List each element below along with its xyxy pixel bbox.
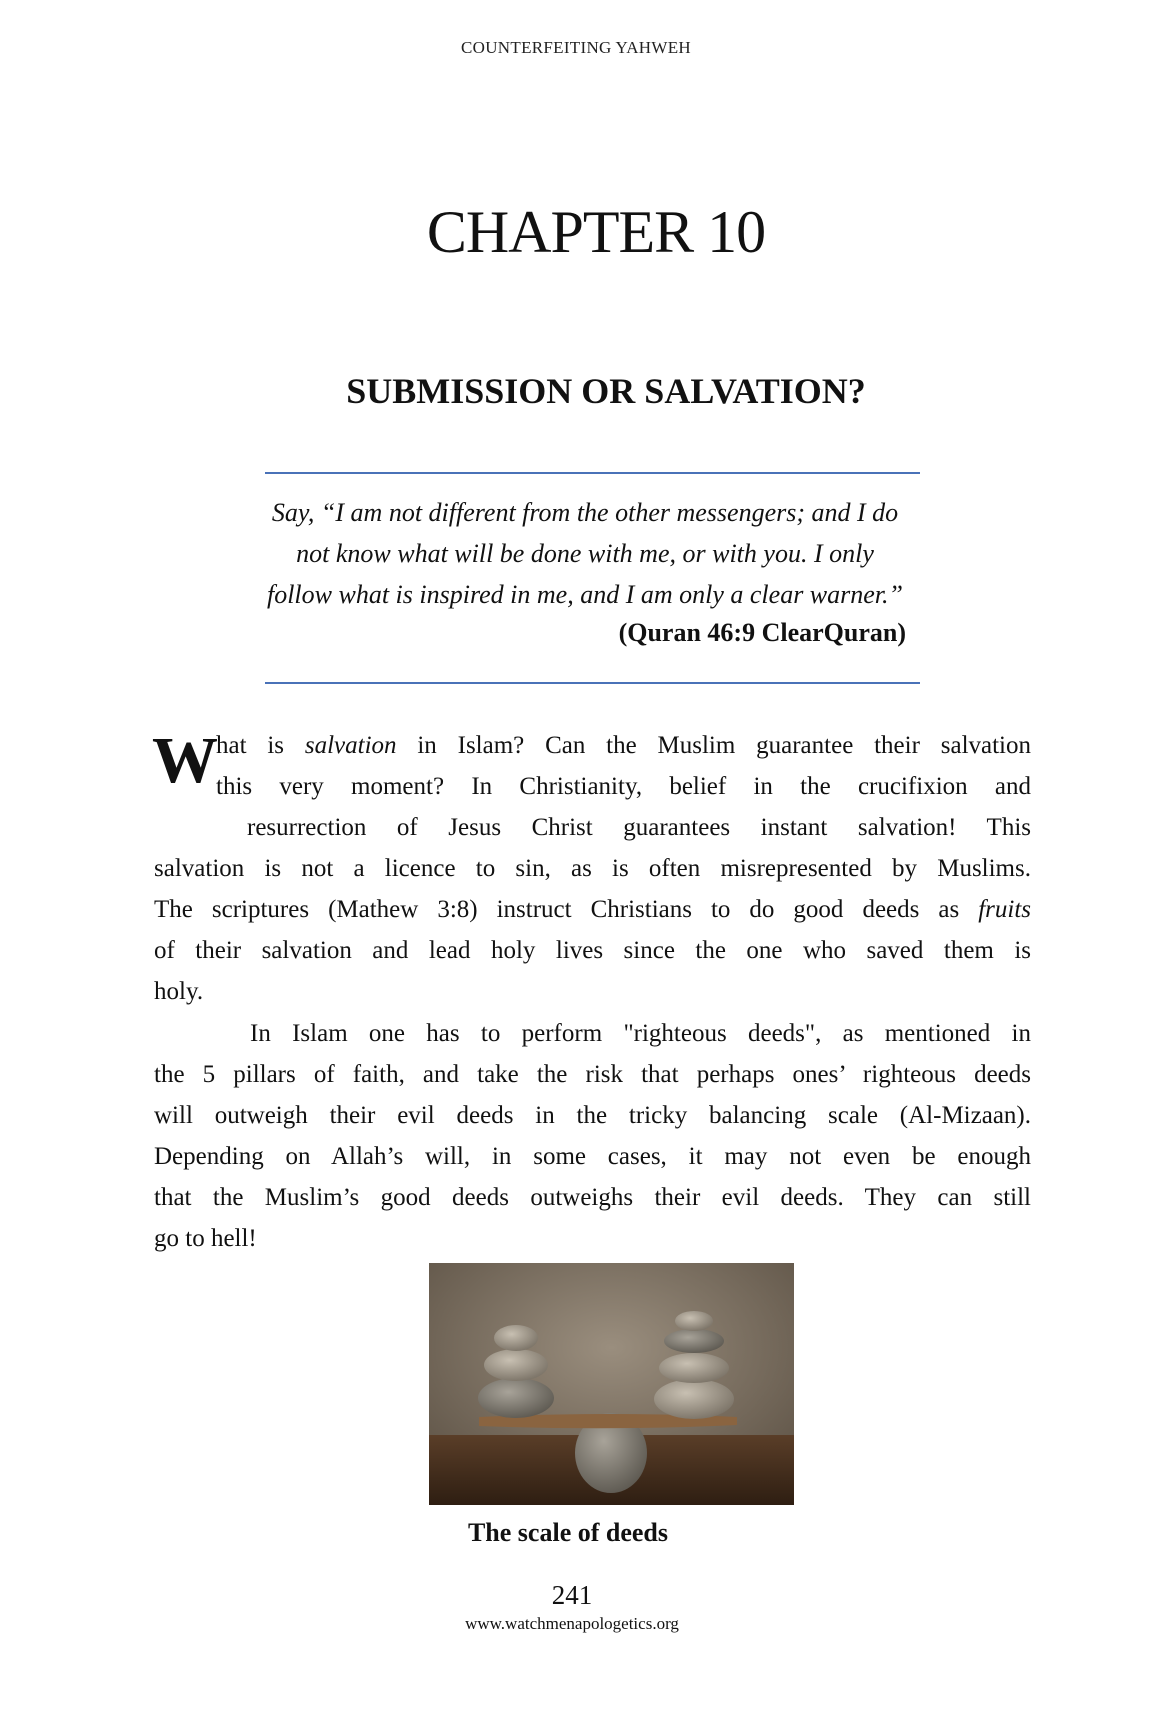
text: in Islam? Can the Muslim guarantee their salvation bbox=[396, 732, 1032, 759]
body-line bbox=[154, 895, 1031, 925]
body-line: salvation is not a licence to sin, as is often misrepresented by Muslims. bbox=[154, 855, 1031, 882]
body-line: Depending on Allah’s will, in some cases, it may not even be enough bbox=[154, 1143, 1031, 1170]
figure-caption: The scale of deeds bbox=[467, 1518, 669, 1547]
balancing-stones-image bbox=[429, 1263, 794, 1505]
epigraph-top-rule bbox=[265, 472, 920, 474]
page-number: 241 bbox=[551, 1580, 593, 1610]
epigraph-attribution: (Quran 46:9 ClearQuran) bbox=[618, 618, 906, 647]
epigraph-line: Say, “I am not different from the other messengers; and I do bbox=[271, 498, 899, 527]
body-line: resurrection of Jesus Christ guarantees instant salvation! This bbox=[247, 814, 1031, 841]
footer-website: www.watchmenapologetics.org bbox=[465, 1614, 679, 1633]
body-line: go to hell! bbox=[154, 1225, 257, 1252]
body-line: the 5 pillars of faith, and take the risk that perhaps ones’ righteous deeds bbox=[154, 1061, 1031, 1088]
chapter-number: CHAPTER 10 bbox=[426, 199, 766, 265]
epigraph-line: follow what is inspired in me, and I am only a clear warner.” bbox=[266, 580, 904, 609]
body-line: In Islam one has to perform "righteous deeds", as mentioned in bbox=[250, 1020, 1031, 1047]
chapter-title: SUBMISSION OR SALVATION? bbox=[346, 371, 866, 411]
emphasis: salvation bbox=[304, 732, 397, 759]
body-line: holy. bbox=[154, 978, 204, 1005]
body-line: that the Muslim’s good deeds outweighs their evil deeds. They can still bbox=[154, 1184, 1031, 1211]
body-line bbox=[216, 731, 1031, 761]
text: The scriptures (Mathew 3:8) instruct Christians to do good deeds as bbox=[154, 896, 979, 923]
text: hat is bbox=[216, 732, 305, 759]
body-line: of their salvation and lead holy lives since the one who saved them is bbox=[154, 937, 1031, 964]
epigraph-bottom-rule bbox=[265, 682, 920, 684]
body-line: will outweigh their evil deeds in the tricky balancing scale (Al-Mizaan). bbox=[154, 1102, 1031, 1129]
body-line: this very moment? In Christianity, belief in the crucifixion and bbox=[216, 773, 1031, 800]
running-header: COUNTERFEITING YAHWEH bbox=[461, 38, 691, 57]
epigraph-line: not know what will be done with me, or with you. I only bbox=[296, 539, 874, 568]
emphasis: fruits bbox=[978, 896, 1031, 923]
drop-cap: W bbox=[152, 724, 218, 797]
